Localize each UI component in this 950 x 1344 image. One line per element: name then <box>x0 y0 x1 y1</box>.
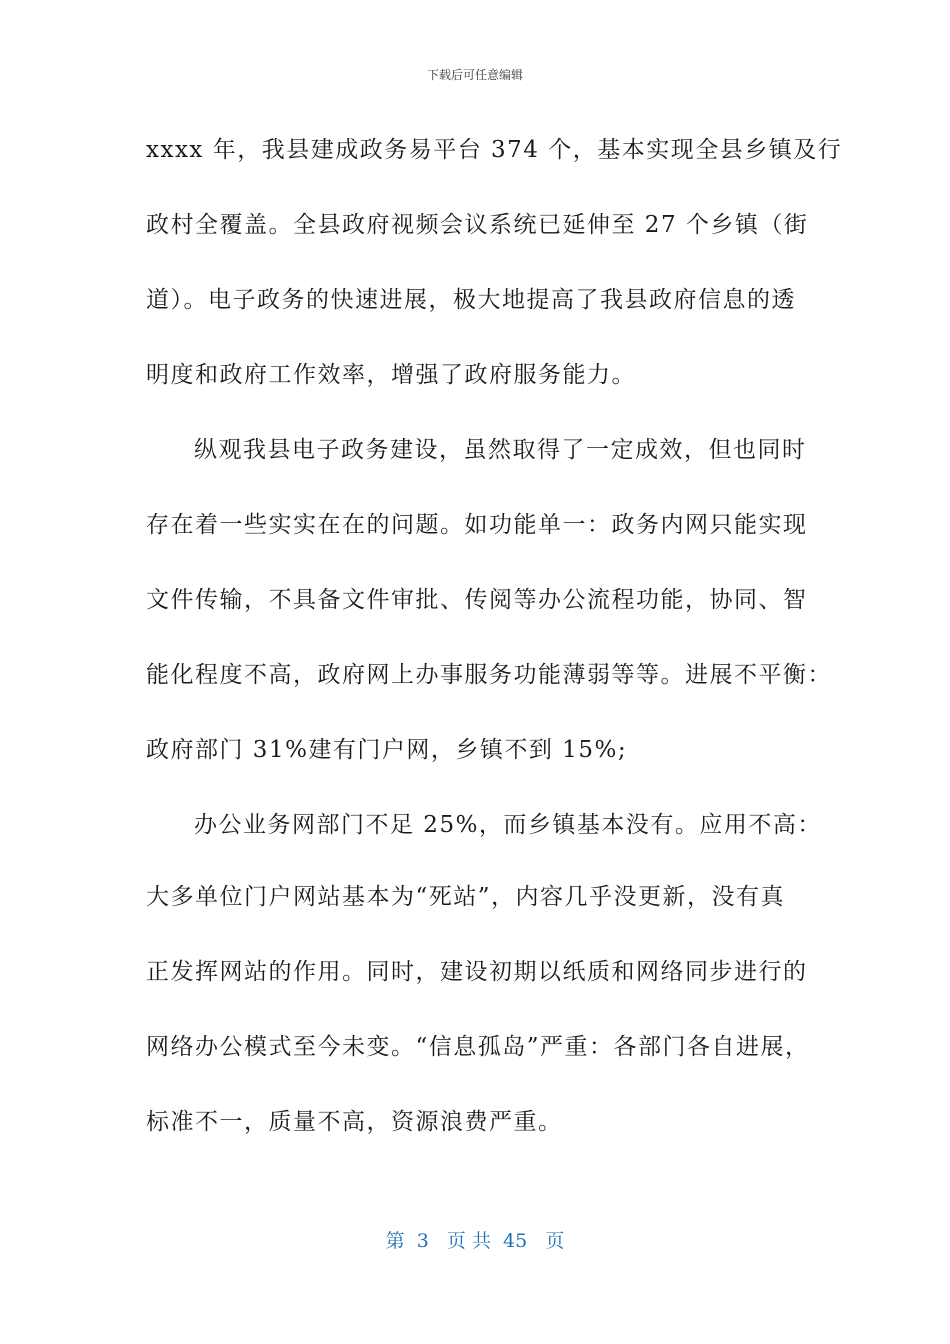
paragraph-line: 文件传输，不具备文件审批、传阅等办公流程功能，协同、智 <box>146 587 808 613</box>
paragraph-line: 标准不一，质量不高，资源浪费严重。 <box>146 1109 563 1135</box>
paragraph-line: xxxx 年，我县建成政务易平台 374 个，基本实现全县乡镇及行 <box>146 137 843 163</box>
paragraph-line: 道）。电子政务的快速进展，极大地提高了我县政府信息的透 <box>146 287 796 313</box>
paragraph-line: 纵观我县电子政务建设，虽然取得了一定成效，但也同时 <box>194 437 807 463</box>
paragraph-line: 存在着一些实实在在的问题。如功能单一：政务内网只能实现 <box>146 512 808 538</box>
header-note: 下载后可任意编辑 <box>426 68 523 82</box>
paragraph-line: 正发挥网站的作用。同时，建设初期以纸质和网络同步进行的 <box>146 959 808 985</box>
paragraph-line: 明度和政府工作效率，增强了政府服务能力。 <box>146 362 636 388</box>
paragraph-line: 能化程度不高，政府网上办事服务功能薄弱等等。进展不平衡： <box>146 662 832 688</box>
paragraph-line: 政村全覆盖。全县政府视频会议系统已延伸至 27 个乡镇（街 <box>146 212 809 238</box>
paragraph-line: 政府部门 31%建有门户网，乡镇不到 15%; <box>146 737 628 763</box>
paragraph-line: 大多单位门户网站基本为“死站”，内容几乎没更新，没有真 <box>146 884 786 910</box>
page-number-footer: 第 3 页 共 45 页 <box>385 1230 565 1252</box>
paragraph-line: 网络办公模式至今未变。“信息孤岛”严重：各部门各自进展， <box>146 1034 810 1060</box>
paragraph-line: 办公业务网部门不足 25%，而乡镇基本没有。应用不高： <box>194 812 822 838</box>
